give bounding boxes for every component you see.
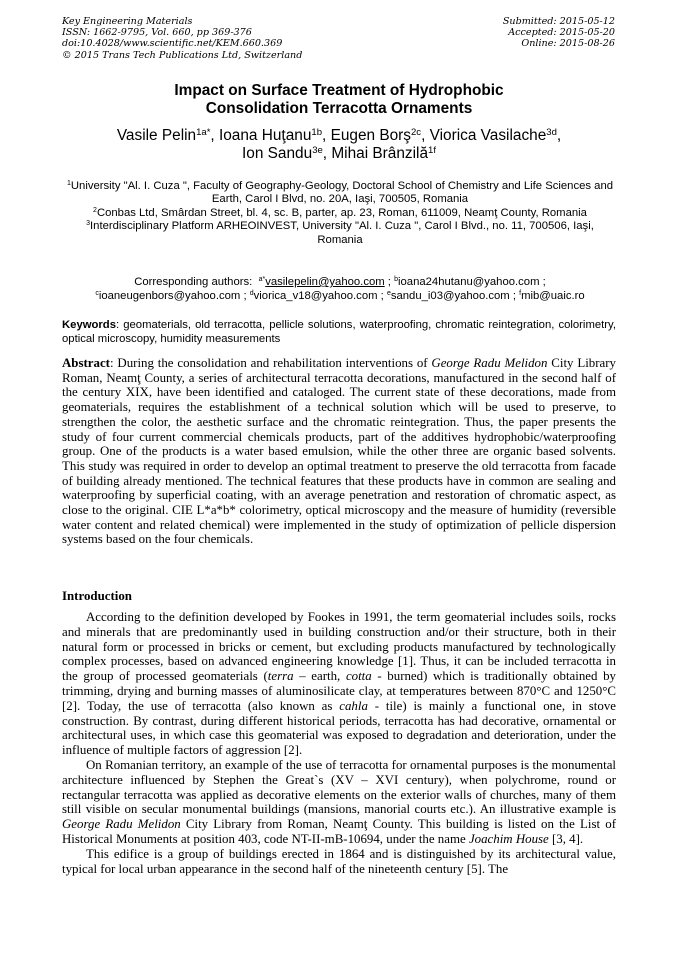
paragraph-italic: terra: [267, 669, 294, 684]
email-address: ioaneugenbors@yahoo.com: [98, 290, 241, 302]
paper-title-line-1: Impact on Surface Treatment of Hydrophobic: [174, 82, 504, 99]
affiliation-text: Conbas Ltd, Smârdan Street, bl. 4, sc. B, parter, ap. 23, Roman, 611009, Neamţ County, Romania: [96, 206, 587, 219]
author-affil-mark: 1b: [311, 126, 322, 138]
author-name: Mihai Brânzilă: [331, 145, 429, 162]
affiliation-text: University "Al. I. Cuza ", Faculty of Geography-Geology, Doctoral School of Chemistry and Life Sciences and Earth, Carol I Blvd, no. 20A, Iaşi, 700505, Romania: [70, 180, 614, 206]
paragraph-text: According to the definition developed by Fookes in 1991, the term geomaterial includes soils, rocks and minerals that are predominantly used in building construction and/or their structure, both in their natural form or processed in bricks or cement, but excluding products manufactured by technologically complex processes, based on advanced engineering knowledge [1]. Thus, it can be included terracotta in the group of processed geomaterials (: [62, 610, 616, 684]
author-line-2: [62, 145, 616, 163]
journal-doi: doi:10.4028/www.scientific.net/KEM.660.369: [62, 38, 283, 50]
abstract-text: City Library Roman, Neamţ County, a series of architectural terracotta decorations, manufactured in the second half of the century XIX, have been identified and cataloged. The current state of these decorations, made from geomaterials, requires the establishment of a technical solution which will be used to preserve, to strengthen the color, the aesthetic surface and the chromatic reintegration. Thus, the paper presents the study of four current commercial chemicals products, part of the additives hydrophobic/waterproofing group. One of the products is a water based emulsion, while the other three are organic based solvents. This study was required in order to develop an optimal treatment to preserve the old terracotta from facade of building already mentioned. The technical features that these products have in common are sealing and waterproofing by superficial coating, with an average penetration and restoration of chromatic aspect, as close to the original. CIE L*a*b* colorimetry, optical microscopy and the measure of humidity (reversible water content and related chemical) were implemented in the study of optimization of pellicle dispersion systems based on the four chemicals.: [62, 356, 616, 547]
author-separator: ,: [322, 127, 331, 144]
abstract-italic: George Radu Melidon: [431, 356, 548, 370]
paragraph-text: This edifice is a group of buildings erected in 1864 and is distinguished by its architectural value, typical for local urban appearance in the second half of the nineteenth century [5]. The: [62, 846, 616, 876]
email-address: viorica_v18@yahoo.com: [253, 290, 378, 302]
paragraph-italic: George Radu Melidon: [62, 817, 181, 832]
submission-dates: [503, 16, 615, 50]
affiliation-text: Interdisciplinary Platform ARHEOINVEST, University "Al. I. Cuza ", Carol I Blvd., no. 11, 700506, Iaşi, Romania: [90, 220, 594, 246]
paragraph-text: [3, 4].: [548, 831, 584, 846]
email-mark: f: [519, 290, 522, 298]
author-separator: ,: [421, 127, 430, 144]
author-separator: ,: [210, 127, 219, 144]
email-link[interactable]: vasilepelin@yahoo.com: [265, 276, 385, 288]
author-separator: ,: [556, 127, 562, 144]
abstract-label: Abstract: [62, 356, 110, 370]
corresponding-label: Corresponding authors:: [134, 276, 253, 288]
accepted-date: Accepted: 2015-05-20: [508, 27, 615, 39]
paragraph-italic: cotta: [345, 669, 372, 684]
online-date: Online: 2015-08-26: [521, 38, 615, 50]
affiliation: [64, 220, 616, 247]
keywords-text: : geomaterials, old terracotta, pellicle solutions, waterproofing, chromatic reintegration, colorimetry, optical microscopy, humidity measurements: [62, 319, 616, 345]
paragraph-italic: cahla: [339, 698, 368, 713]
affiliation-mark: 1: [66, 180, 71, 188]
keywords-label: Keywords: [62, 319, 116, 331]
author-name: Eugen Borş: [330, 127, 411, 144]
author-affil-mark: 2c: [411, 126, 422, 138]
paragraph: [62, 847, 616, 877]
paragraph-text: City Library from Roman, Neamţ County. This building is listed on the List of Historical Monuments at position 403, code NT-II-mB-10694, under the name: [62, 817, 616, 846]
journal-header: [62, 16, 302, 61]
paragraph-text: - tile) is mainly a functional one, in stove construction. By contrast, during different historical periods, terracotta has had decorative, ornamental or architectural uses, in which case this geomaterial was exposed to degradation and deterioration, under the influence of multiple factors of aggression [2].: [62, 698, 616, 758]
introduction-body: [62, 610, 616, 876]
email-mark: c: [95, 290, 99, 298]
email-address: mib@uaic.ro: [521, 290, 585, 302]
affiliation: [64, 180, 616, 207]
affiliation-mark: 3: [86, 220, 91, 228]
email-mark: d: [249, 290, 254, 298]
corresponding-authors: Corresponding authors: $^{a*}$vasilepelin@yahoo.com ; $^b$ioana24hutanu@yahoo.com ; $^c$ioaneugenbors@yahoo.com ; $^d$viorica_v18@yahoo.com ; $^e$sandu_i03@yahoo.com ; $^f$mib@uaic.ro: [95, 276, 585, 302]
submitted-date: Submitted: 2015-05-12: [502, 16, 615, 27]
journal-name: Key Engineering Materials: [62, 16, 193, 27]
email-mark: e: [386, 290, 391, 298]
email-address: ioana24hutanu@yahoo.com: [398, 276, 540, 288]
paragraph: [62, 610, 616, 758]
journal-copyright: © 2015 Trans Tech Publications Ltd, Switzerland: [62, 49, 303, 61]
abstract-text: : During the consolidation and rehabilitation interventions of: [109, 356, 432, 370]
author-list: [62, 127, 616, 163]
paper-title-line-2: Consolidation Terracotta Ornaments: [205, 100, 473, 117]
section-heading: Introduction: [62, 589, 132, 603]
author-separator: ,: [322, 145, 332, 162]
affiliation: [64, 207, 616, 220]
email-mark: a*: [258, 276, 266, 284]
paragraph-text: – earth,: [293, 669, 346, 684]
paragraph-text: On Romanian territory, an example of the use of terracotta for ornamental purposes is the monumental architecture influenced by Stephen the Great`s (XV – XVI century), when polychrome, round or rectangular terracotta was applied as decorative elements on the exterior walls of churches, many of them still visible on secular monumental buildings (mansions, manorial courts etc.). An illustrative example is: [62, 757, 616, 817]
paper-title: [62, 82, 616, 118]
journal-issn: ISSN: 1662-9795, Vol. 660, pp 369-376: [62, 27, 252, 39]
affiliations: [64, 180, 616, 247]
author-affil-mark: 3d: [546, 126, 557, 138]
paragraph-text: - burned) which is traditionally obtained by trimming, drying and burning masses of aluminosilicate clay, at temperatures between 870°C and 1250°C [2]. Today, the use of terracotta (also known as: [62, 669, 616, 713]
abstract: [62, 356, 616, 547]
paragraph-italic: Joachim House: [468, 831, 549, 846]
author-line-1: [62, 127, 616, 145]
email-mark: b: [394, 276, 398, 284]
author-name: Vasile Pelin: [116, 127, 197, 144]
email-address: sandu_i03@yahoo.com: [390, 290, 510, 302]
paragraph: [62, 758, 616, 847]
author-name: Ion Sandu: [242, 145, 313, 162]
author-affil-mark: 1a*: [196, 126, 211, 138]
author-name: Ioana Huţanu: [218, 127, 312, 144]
author-name: Viorica Vasilache: [429, 127, 547, 144]
author-affil-mark: 1f: [428, 144, 436, 156]
affiliation-mark: 2: [93, 206, 97, 214]
keywords: [62, 318, 616, 346]
author-affil-mark: 3e: [312, 144, 323, 156]
